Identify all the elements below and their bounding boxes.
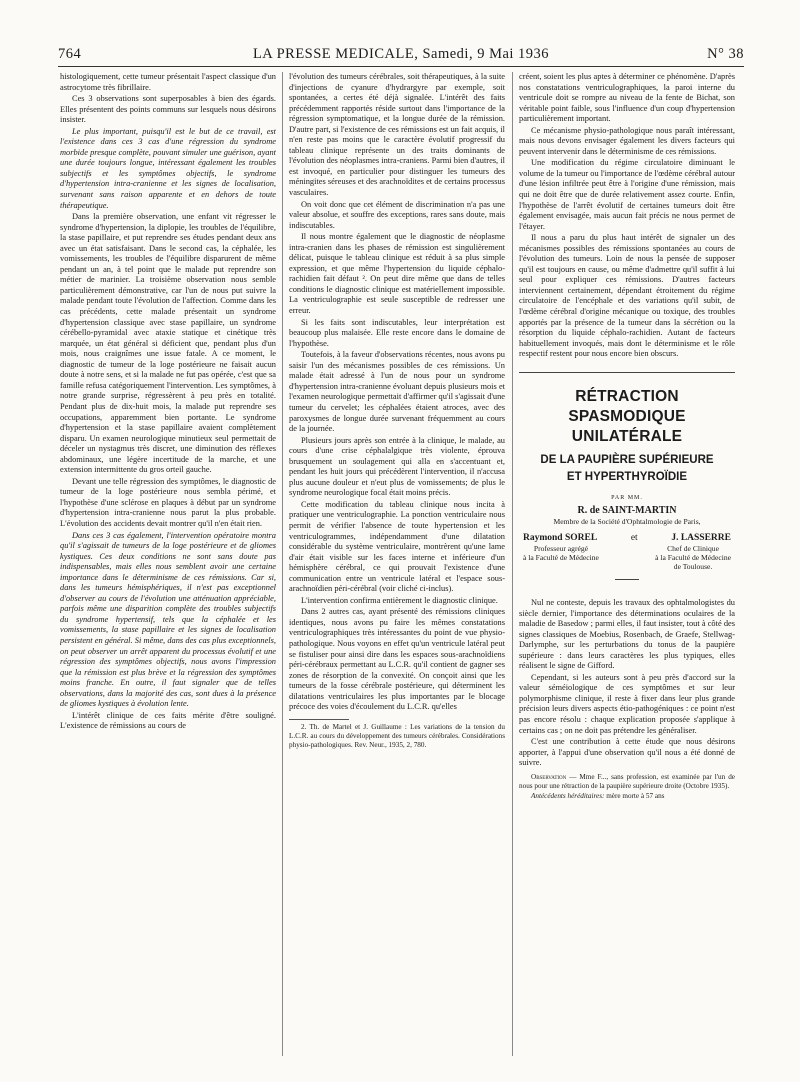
paragraph: Toutefois, à la faveur d'observations récentes, nous avons pu saisir l'un des mécanismes possibles de ces rémissions. Un malade était adressé à l'un de nous pour un syndrome d'hypertension intra-cranienne évoluant depuis plusieurs mois et l'examen neurologique permettait d'affirmer qu'il s'agissait d'une tumeur du cervelet; les céphalées étaient atroces, avec des paroxysmes de longue durée survenant fréquemment au cours de la journée. [289, 350, 505, 434]
author-name: Raymond SOREL [523, 533, 598, 544]
paragraph: Si les faits sont indiscutables, leur interprétation est beaucoup plus malaisée. Elle reste encore dans le domaine de l'hypothèse. [289, 317, 505, 348]
paragraph: Dans 2 autres cas, ayant présenté des rémissions cliniques identiques, nous avons pu faire les mêmes constatations ventriculographiques très intéressantes du point de vue physio-pathologique. Nous voyons en effet qu'un ventricule latéral peut se fistuliser pour ainsi dire dans les espaces sous-arachnoïdiens péri-cérébraux permettant au L.C.R. qu'il contient de gagner ses zones de résorption de la convexité. On conçoit ainsi que les tumeurs de la fosse cérébrale postérieure, qui déterminent les dilatations ventriculaires les plus importantes par le blocage précoce des voies d'écoulement du L.C.R. qu'elles [289, 607, 505, 712]
paragraph: Le plus important, puisqu'il est le but de ce travail, est l'existence dans ces 3 cas d'une régression du syndrome morbide presque complète, pouvant simuler une guérison, ayant une durée toujours longue, intéressant également les troubles subjectifs et les symptômes objectifs, le syndrome d'hypertension intra-cranienne et les signes de localisation, survenant sans raison apparente et en dehors de toute thérapeutique. [60, 126, 276, 210]
article-title-line-2: UNILATÉRALE [571, 427, 683, 445]
header-rule [58, 66, 744, 67]
co-author-affiliations [519, 544, 735, 571]
column-2 [289, 72, 505, 1062]
antecedents-paragraph: Antécédents héréditaires: mère morte à 57 ans [531, 791, 665, 800]
observation-label: Observation [531, 772, 567, 781]
paragraph: Plusieurs jours après son entrée à la clinique, le malade, au cours d'une crise céphalalgique très violente, éprouva brusquement un soulagement qui alla en s'accentuant et, pendant les huit jours qui précédèrent l'intervention, il n'accusa plus aucune douleur et n'eut plus de vomissements; de plus le syndrome neurologique focal était moins précis. [289, 435, 505, 498]
author-name: J. LASSERRE [671, 533, 731, 544]
paragraph: Ce mécanisme physio-pathologique nous paraît intéressant, mais nous devons envisager également les divers facteurs qui peuvent intervenir dans le déterminisme de ces rémissions. [519, 125, 735, 156]
paragraph: Cette modification du tableau clinique nous incita à pratiquer une ventriculographie. La ponction ventriculaire nous permit de vérifier l'absence de toute hypertension et les ventriculogrammes, indépendamment d'une dilatation considérable du système ventriculaire, montrèrent qu'une lame d'air était visible sur les faces interne et inférieure d'un hémisphère cérébral, ce qui prouvait l'existence d'une communication entre un ventricule latéral et l'espace sous-arachnoïdien péri-cérébral (voir cliché ci-inclus). [289, 499, 505, 594]
paragraph: Cependant, si les auteurs sont à peu près d'accord sur la valeur séméiologique de ces symptômes et sur leur polymorphisme clinique, il reste à fixer dans leur plus grande précision leurs divers aspects étio-pathogéniques : ce point n'est pas encore résolu : chaque explication proposée s'applique à certains cas ; on ne doit pas prétendre les généraliser. [519, 672, 735, 735]
paragraph: Ces 3 observations sont superposables à bien des égards. Elles présentent des points communs sur lesquels nous désirons insister. [60, 94, 276, 125]
column-1 [60, 72, 276, 1062]
column-divider-1 [282, 72, 283, 1056]
paragraph: Devant une telle régression des symptômes, le diagnostic de tumeur de la loge postérieure nous sembla périmé, et l'hypothèse d'une sclérose en plaques à début par un syndrome d'hypertension intra-cranienne nous parut la plus probable. L'évolution des accidents devait montrer qu'il n'en était rien. [60, 476, 276, 528]
byline-par: PAR MM. [611, 494, 643, 501]
author-affiliation: Membre de la Société d'Ophtalmologie de Paris, [553, 516, 701, 526]
paragraph: Il nous a paru du plus haut intérêt de signaler un des mécanismes possibles des rémissions spontanées au cours de l'évolution des tumeurs. Loin de nous la pensée de supposer qu'il est toujours en cause, ou même d'admettre qu'il suffit à lui seul pour expliquer ces rémissions. D'autres facteurs interviennent certainement, dépendant étroitement du régime circulatoire de l'encéphale et des variations qu'il subit, de l'œdème cérébral d'origine mécanique ou toxique, des troubles apportés par la présence de la tumeur dans la sécrétion ou la résorption du liquide céphalo-rachidien. Autant de facteurs habituellement invoqués, mais dont le déterminisme et le rôle respectif restent pour nous encore bien obscurs. [519, 233, 735, 359]
byline-rule [615, 579, 639, 580]
paragraph: Dans la première observation, une enfant vit régresser le syndrome d'hypertension, la diplopie, les troubles de l'équilibre, la stase papillaire, et put reprendre ses études pendant deux ans avec un état satisfaisant. Dans le second cas, la céphalée, les vomissements, les troubles de l'équilibre disparurent de même pendant un an, à tel point que le malade put reprendre son métier de marinier. La troisième observation nous semble particulièrement démonstrative, car l'un de nous put suivre la malade pendant toute l'évolution de l'affection. Comme dans les cas précédents, cette malade présentait un syndrome d'hypertension classique avec stase papillaire, un syndrome cérébello-pyramidal avec ataxie statique et cinétique très marquée, un état général si déficient que, pendant plus d'un mois, nous craignîmes une issue fatale. A ce moment, le diagnostic de tumeur de la loge postérieure ne faisait aucun doute à notre sens, et si la malade ne fut pas opérée, c'est que sa famille refusa catégoriquement l'intervention. Les symptômes, à notre grande surprise, régressèrent à peu près en totalité. Pendant plus de dix-huit mois, la malade put reprendre ses occupations, apparemment bien portante. Le syndrome d'hypertension et la stase papillaire avaient complètement disparu. Un examen neurologique minutieux seul permettait de déceler un nystagmus très discret, une diminution des réflexes abdominaux, une légère incertitude de la marche, et une extension intermittente du gros orteil gauche. [60, 212, 276, 475]
co-authors [519, 533, 735, 544]
page-header [58, 46, 744, 66]
paragraph: histologiquement, cette tumeur présentait l'aspect classique d'un astrocytome très fibrillaire. [60, 72, 276, 92]
paragraph: Une modification du régime circulatoire diminuant le volume de la tumeur ou l'importance de l'œdème cérébral autour d'une lésion infiltrée peut être à l'origine d'une rémission, mais qui ne doit être que de durée relativement assez courte. Enfin, l'hypothèse de l'arrêt évolutif de certaines tumeurs doit être également envisagée, mais aucun fait précis ne nous permet de l'étayer. [519, 158, 735, 231]
paragraph: On voit donc que cet élément de discrimination n'a pas une valeur absolue, et souffre des exceptions, rares sans doute, mais indiscutables. [289, 199, 505, 230]
article-subtitle-line-2: ET HYPERTHYROÏDIE [566, 470, 688, 483]
author-role: Professeur agrégé [533, 543, 589, 553]
footnote-rule [289, 719, 349, 720]
paragraph: Nul ne conteste, depuis les travaux des ophtalmologistes du siècle dernier, l'importance des déterminations oculaires de la maladie de Basedow ; parmi elles, il faut insister, tout à côté des signes classiques de Moebius, Rosenbach, de Graefe, Stellwag-Darlymphe, sur les perturbations du tonus de la paupière supérieure : dans leurs caractères les plus typiques, elles réalisent le signe de Gifford. [519, 597, 735, 671]
author-city: de Toulouse. [673, 561, 713, 571]
article-separator [519, 372, 735, 373]
paragraph: C'est une contribution à cette étude que nous désirons apporter, à l'appui d'une observation qu'il nous a été donné de suivre. [519, 737, 735, 768]
author-name: R. de SAINT-MARTIN [577, 505, 677, 517]
article-title-line-1: RÉTRACTION SPASMODIQUE [568, 387, 686, 425]
paragraph: l'évolution des tumeurs cérébrales, soit thérapeutiques, à la suite d'injections de cyanure d'hydrargyre par exemple, soit spontanées, a certes été déjà signalée. L'intérêt des faits précédemment rapportés réside surtout dans l'importance de la régression symptomatique, et la longue durée de la rémission. D'autre part, si l'existence de ces rémissions est un fait acquis, il n'en reste pas moins que le caractère évolutif progressif du tableau clinique représente un des traits dominants de l'évolution des néoplasmes intra-craniens. Parmi bien d'autres, il est invoqué, en particulier pour distinguer les tumeurs des méningites séreuses et des arachnoïdites et de certains processus vasculaires. [289, 72, 505, 198]
author-role: Chef de Clinique [667, 543, 719, 553]
paragraph: L'intérêt clinique de ces faits mérite d'être souligné. L'existence de rémissions au cours de [60, 710, 276, 731]
author-affiliation: à la Faculté de Médecine [523, 552, 599, 562]
paragraph: Dans ces 3 cas également, l'intervention opératoire montra qu'il s'agissait de tumeurs de la loge postérieure et de gliomes kystiques. Ces deux conditions ne sont sans doute pas indispensables, mais elles nous semblent avoir une certaine importance dans le déterminisme de ces rémissions. Car si, dans les tumeurs hémisphériques, il n'est pas exceptionnel d'observer au cours de l'évolution une atténuation appréciable, parfois même une disparition complète des troubles subjectifs du syndrome hypertensif, tels que la céphalée et les vomissements, la stase papillaire et les signes de localisation persistent en général. Si même, dans des cas plus exceptionnels, on peut observer un arrêt apparent du processus évolutif et une régression des symptômes objectifs, nous avons l'impression que la rémission est plus brève et la régression des symptômes moins franche. En outre, il faut signaler que de telles observations, dans la majorité des cas, sont dues à la présence de gliomes kystiques à évolution lente. [60, 530, 276, 709]
paragraph: L'intervention confirma entièrement le diagnostic clinique. [301, 595, 498, 605]
column-3 [519, 72, 735, 1062]
observation-paragraph: Observation — Mme F..., sans profession, est examinée par l'un de nous pour une rétraction de la paupière supérieure droite (Octobre 1935). [519, 772, 735, 790]
issue-number: N° 38 [707, 46, 744, 62]
page-number: 764 [58, 46, 82, 62]
column-divider-2 [512, 72, 513, 1056]
footnote: 2. Th. de Martel et J. Guillaume : Les variations de la tension du L.C.R. au cours du développement des tumeurs cérébrales. Considérations physio-pathologiques. Rev. Neur., 1935, 2, 780. [289, 722, 505, 749]
article-subtitle-line-1: DE LA PAUPIÈRE SUPÉRIEURE [540, 453, 714, 466]
author-affiliation: à la Faculté de Médecine [655, 552, 731, 562]
antecedents-label: Antécédents héréditaires: [531, 791, 605, 800]
paragraph: Il nous montre également que le diagnostic de néoplasme intra-cranien dans les phases de rémission est singulièrement délicat, puisque le tableau clinique est réduit à sa plus simple expression, et que même l'hypertension du liquide céphalo-rachidien fait défaut ². On peut dire même que dans de telles conditions le diagnostic clinique est matériellement impossible. La ventriculographie est seule susceptible de redresser une erreur. [289, 232, 505, 316]
running-title: LA PRESSE MEDICALE, Samedi, 9 Mai 1936 [252, 46, 550, 62]
author-conjunction: et [630, 533, 638, 544]
paragraph: créent, soient les plus aptes à déterminer ce phénomène. D'après nos constatations ventriculographiques, la paroi interne du ventricule doit se rompre au niveau de la fente de Bichat, son véritable point faible, sous l'influence d'un coup d'hypertension particulièrement important. [519, 72, 735, 124]
